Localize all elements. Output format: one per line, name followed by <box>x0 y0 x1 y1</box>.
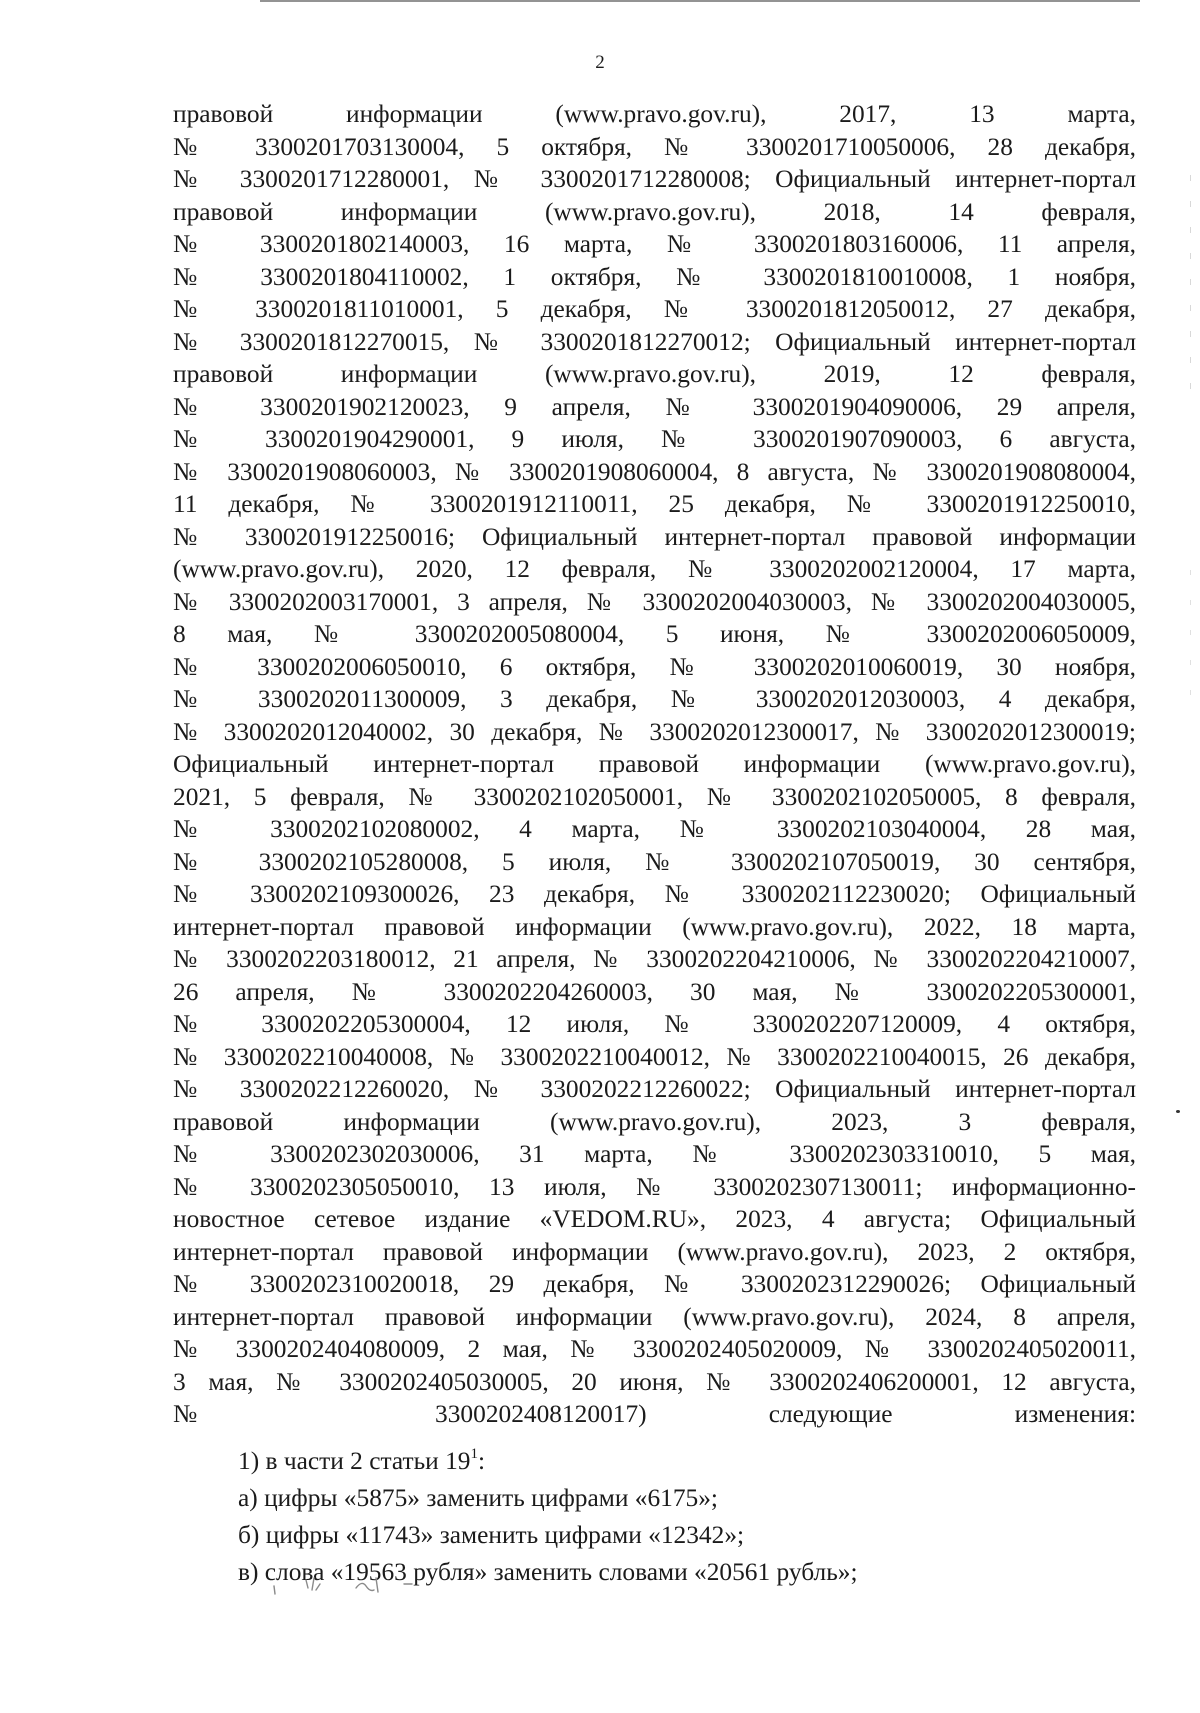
body-line: № 3300202011300009, 3 декабря, № 3300202012030003, 4 декабря, <box>173 685 1136 713</box>
amendments-list <box>238 1443 858 1591</box>
body-line: № 3300202302030006, 31 марта, № 3300202303310010, 5 мая, <box>173 1140 1136 1168</box>
body-line: № 3300201912250016; Официальный интернет-портал правовой информации <box>173 522 1136 551</box>
document-body-text <box>173 98 1136 1431</box>
body-line: правовой информации (www.pravo.gov.ru), 2019, 12 февраля, <box>173 360 1136 388</box>
body-line: интернет-портал правовой информации (www.pravo.gov.ru), 2023, 2 октября, <box>173 1237 1136 1266</box>
body-line: № 3300201902120023, 9 апреля, № 3300201904090006, 29 апреля, <box>173 392 1136 421</box>
body-line: № 3300201812270015, № 3300201812270012; Официальный интернет-портал <box>173 327 1136 356</box>
page-number: 2 <box>595 52 605 73</box>
body-line: 3 мая, № 3300202405030005, 20 июня, № 3300202406200001, 12 августа, <box>173 1367 1136 1396</box>
body-line: № 3300202003170001, 3 апреля, № 3300202004030003, № 3300202004030005, <box>173 587 1136 616</box>
body-line: 8 мая, № 3300202005080004, 5 июня, № 3300202006050009, <box>173 620 1136 648</box>
article-superscript: 1 <box>470 1446 479 1462</box>
body-line: новостное сетевое издание «VEDOM.RU», 2023, 4 августа; Официальный <box>173 1205 1136 1233</box>
body-line: 11 декабря, № 3300201912110011, 25 декабря, № 3300201912250010, <box>173 490 1136 518</box>
body-line: № 3300202310020018, 29 декабря, № 3300202312290026; Официальный <box>173 1270 1136 1298</box>
body-line: интернет-портал правовой информации (www.pravo.gov.ru), 2022, 18 марта, <box>173 912 1136 941</box>
body-line: № 3300202210040008, № 3300202210040012, № 3300202210040015, 26 декабря, <box>173 1042 1136 1071</box>
body-line: № 3300201904290001, 9 июля, № 3300201907090003, 6 августа, <box>173 425 1136 453</box>
stray-ink-dot <box>1176 1110 1180 1113</box>
amendment-intro-text: 1) в части 2 статьи 19 <box>238 1447 471 1475</box>
body-line: № 3300201712280001, № 3300201712280008; Официальный интернет-портал <box>173 165 1136 193</box>
body-line: (www.pravo.gov.ru), 2020, 12 февраля, № 3300202002120004, 17 марта, <box>173 555 1136 583</box>
body-line: № 3300202404080009, 2 мая, № 3300202405020009, № 3300202405020011, <box>173 1335 1136 1363</box>
amendment-intro-suffix: : <box>478 1447 486 1475</box>
body-line: № 3300201802140003, 16 марта, № 3300201803160006, 11 апреля, <box>173 230 1136 258</box>
amendment-item-c: в) слова «19563 рубля» заменить словами «20561 рубль»; <box>238 1558 858 1586</box>
body-line: № 3300202212260020, № 3300202212260022; Официальный интернет-портал <box>173 1075 1136 1103</box>
body-line: № 3300202102080002, 4 марта, № 3300202103040004, 28 мая, <box>173 815 1136 843</box>
body-line: № 3300202205300004, 12 июля, № 3300202207120009, 4 октября, <box>173 1010 1136 1038</box>
body-line: правовой информации (www.pravo.gov.ru), 2017, 13 марта, <box>173 100 1136 128</box>
body-line: 2021, 5 февраля, № 3300202102050001, № 3300202102050005, 8 февраля, <box>173 782 1136 811</box>
body-line: № 3300202305050010, 13 июля, № 3300202307130011; информационно- <box>173 1172 1136 1201</box>
body-line: 26 апреля, № 3300202204260003, 30 мая, № 3300202205300001, <box>173 977 1136 1006</box>
body-line: № 3300202012040002, 30 декабря, № 3300202012300017, № 3300202012300019; <box>173 717 1136 746</box>
body-line: № 3300202105280008, 5 июля, № 3300202107050019, 30 сентября, <box>173 847 1136 876</box>
body-line: № 3300201703130004, 5 октября, № 3300201710050006, 28 декабря, <box>173 132 1136 161</box>
amendment-item-a: а) цифры «5875» заменить цифрами «6175»; <box>238 1484 718 1512</box>
amendment-item-b: б) цифры «11743» заменить цифрами «12342»; <box>238 1521 745 1549</box>
body-line: правовой информации (www.pravo.gov.ru), 2023, 3 февраля, <box>173 1107 1136 1136</box>
amendment-intro <box>238 1443 858 1480</box>
scan-top-edge <box>260 0 1140 2</box>
body-line: № 3300202109300026, 23 декабря, № 3300202112230020; Официальный <box>173 880 1136 908</box>
body-line: № 3300202203180012, 21 апреля, № 3300202204210006, № 3300202204210007, <box>173 945 1136 973</box>
body-line: № 3300201811010001, 5 декабря, № 3300201812050012, 27 декабря, <box>173 295 1136 323</box>
body-line: правовой информации (www.pravo.gov.ru), 2018, 14 февраля, <box>173 197 1136 226</box>
body-line: № 3300202006050010, 6 октября, № 3300202010060019, 30 ноября, <box>173 652 1136 681</box>
body-line: Официальный интернет-портал правовой информации (www.pravo.gov.ru), <box>173 750 1136 778</box>
margin-scan-marks-lower <box>1190 570 1191 720</box>
body-line: № 3300201908060003, № 3300201908060004, 8 августа, № 3300201908080004, <box>173 457 1136 486</box>
body-line: № 3300201804110002, 1 октября, № 3300201810010008, 1 ноября, <box>173 262 1136 291</box>
margin-scan-marks <box>1190 175 1191 405</box>
body-line: интернет-портал правовой информации (www.pravo.gov.ru), 2024, 8 апреля, <box>173 1302 1136 1331</box>
body-line: № 3300202408120017) следующие изменения: <box>173 1400 1136 1428</box>
handwritten-mark <box>270 1572 420 1602</box>
